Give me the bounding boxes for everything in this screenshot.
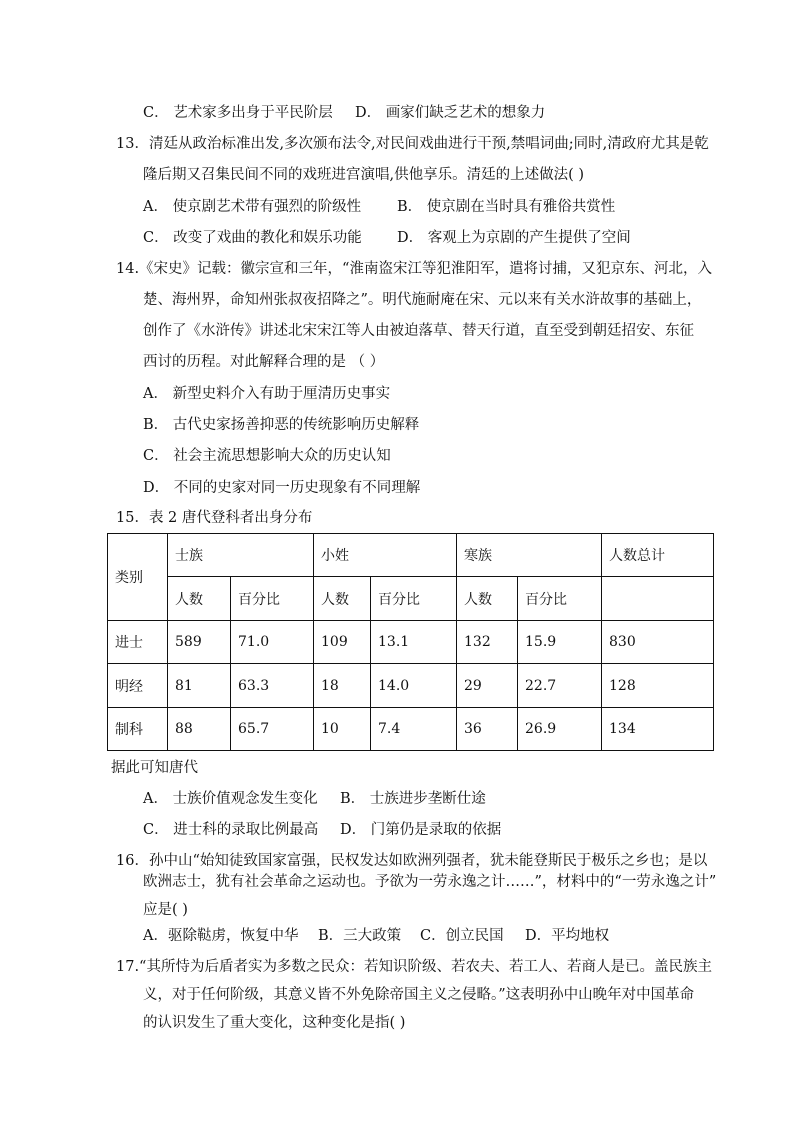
q17-stem-line-1: 17.“其所恃为后盾者实为多数之民众：若知识阶级、若农夫、若工人、若商人是已。盖民族主 [116,959,712,975]
q13-option-b: B． 使京剧在当时具有雅俗共赏性 [397,199,616,215]
q16-stem-line-1: 16．孙中山“始知徒致国家富强，民权发达如欧洲列强者，犹未能登斯民于极乐之乡也；是以 [116,853,708,869]
header-total: 人数总计 [602,534,714,577]
q13-stem-line-2: 隆后期又召集民间不同的戏班进宫演唱,供他享乐。清廷的上述做法( ) [143,167,585,183]
q17-stem-line-2: 义，对于任何阶级，其意义皆不外免除帝国主义之侵略。”这表明孙中山晚年对中国革命 [143,987,695,1003]
subheader-empty [602,577,714,621]
subheader-count: 人数 [168,577,231,621]
header-group-hanzu: 寒族 [457,534,602,577]
header-group-shizu: 士族 [168,534,314,577]
q16-stem-line-3: 应是( ) [143,902,188,918]
q16-option-c: C．创立民国 [420,928,504,944]
q14-option-c: C． 社会主流思想影响大众的历史认知 [143,448,391,464]
table-cell: 71.0 [231,621,314,664]
row-label: 制科 [108,708,168,751]
table-cell: 134 [602,708,714,751]
q16-option-a: A．驱除鞑虏，恢复中华 [143,928,299,944]
subheader-count: 人数 [457,577,518,621]
q14-stem-line-1: 14.《宋史》记载：徽宗宣和三年，“淮南盗宋江等犯淮阳军，遣将讨捕，又犯京东、河北，入 [116,261,712,277]
q12-option-c: C． 艺术家多出身于平民阶层 [143,105,333,121]
table-cell: 830 [602,621,714,664]
table-cell: 81 [168,664,231,708]
subheader-percent: 百分比 [518,577,602,621]
table-row [108,621,714,664]
q16-option-b: B．三大政策 [318,928,402,944]
table-cell: 36 [457,708,518,751]
subheader-percent: 百分比 [231,577,314,621]
table-cell: 26.9 [518,708,602,751]
q14-stem-line-3: 创作了《水浒传》讲述北宋宋江等人由被迫落草、替天行道，直至受到朝廷招安、东征 [143,323,694,339]
header-category: 类别 [108,534,168,621]
q13-stem-line-1: 13．清廷从政治标准出发,多次颁布法令,对民间戏曲进行干预,禁唱词曲;同时,清政府尤其是乾 [116,136,709,152]
table-cell: 22.7 [518,664,602,708]
table-cell: 7.4 [371,708,457,751]
table-cell: 13.1 [371,621,457,664]
q15-option-d: D． 门第仍是录取的依据 [340,822,502,838]
table-cell: 109 [314,621,371,664]
header-group-xiaoxing: 小姓 [314,534,457,577]
q16-option-d: D．平均地权 [525,928,610,944]
table-cell: 128 [602,664,714,708]
q14-stem-line-2: 楚、海州界，命知州张叔夜招降之”。明代施耐庵在宋、元以来有关水浒故事的基础上， [143,292,702,308]
q13-option-a: A． 使京剧艺术带有强烈的阶级性 [143,199,362,215]
q15-option-b: B． 士族进步垄断仕途 [340,791,486,807]
q15-table-caption: 15．表 2 唐代登科者出身分布 [116,510,313,526]
table-cell: 15.9 [518,621,602,664]
q15-after-text: 据此可知唐代 [111,760,198,776]
table-row [108,664,714,708]
table-cell: 14.0 [371,664,457,708]
q15-option-a: A． 士族价值观念发生变化 [143,791,318,807]
q14-option-a: A． 新型史料介入有助于厘清历史事实 [143,386,391,402]
q14-option-b: B． 古代史家扬善抑恶的传统影响历史解释 [143,417,420,433]
q17-stem-line-3: 的认识发生了重大变化，这种变化是指( ) [143,1015,406,1031]
table-cell: 29 [457,664,518,708]
row-label: 进士 [108,621,168,664]
q14-option-d: D． 不同的史家对同一历史现象有不同理解 [143,480,421,496]
table-cell: 589 [168,621,231,664]
table-cell: 63.3 [231,664,314,708]
subheader-percent: 百分比 [371,577,457,621]
q15-option-c: C． 进士科的录取比例最高 [143,822,319,838]
q13-option-c: C． 改变了戏曲的教化和娱乐功能 [143,230,362,246]
table-cell: 132 [457,621,518,664]
q13-option-d: D． 客观上为京剧的产生提供了空间 [397,230,631,246]
subheader-count: 人数 [314,577,371,621]
row-label: 明经 [108,664,168,708]
q12-option-d: D． 画家们缺乏艺术的想象力 [355,105,546,121]
table-cell: 10 [314,708,371,751]
origin-distribution-table [107,533,714,751]
table-row [108,708,714,751]
table-cell: 18 [314,664,371,708]
q16-stem-line-2: 欧洲志士，犹有社会革命之运动也。予欲为一劳永逸之计……”，材料中的“一劳永逸之计” [143,874,717,890]
table-cell: 65.7 [231,708,314,751]
q14-stem-line-4: 西讨的历程。对此解释合理的是 （ ） [143,354,385,370]
table-cell: 88 [168,708,231,751]
